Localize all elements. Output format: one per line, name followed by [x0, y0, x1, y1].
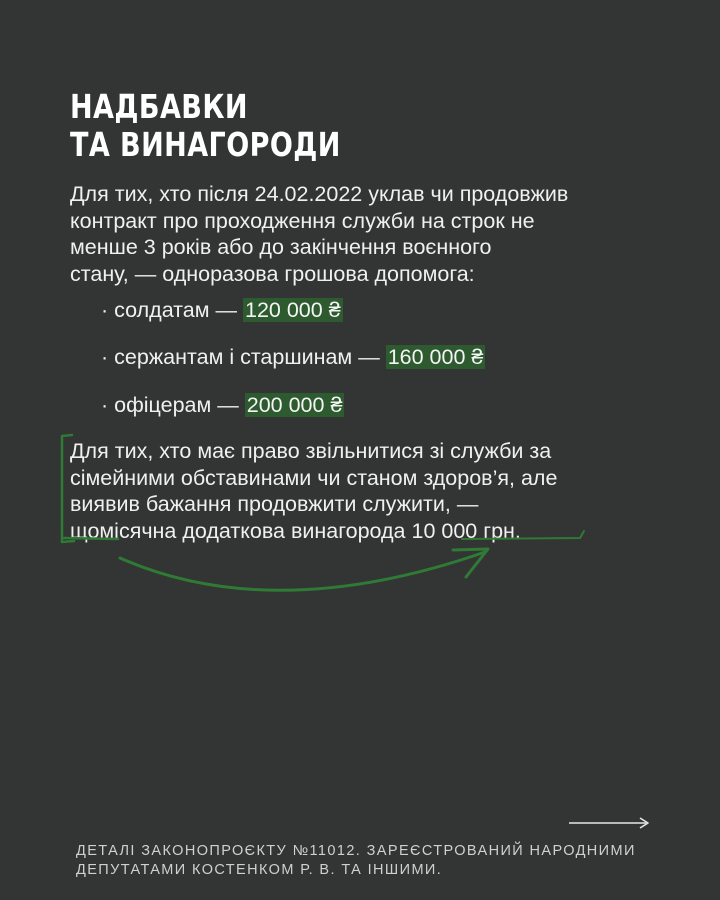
- footer-line-2: ДЕПУТАТАМИ КОСТЕНКОМ Р. В. ТА ІНШИМИ.: [76, 862, 443, 878]
- second-line-4: щомісячна додаткова винагорода 10 000 грн.: [70, 518, 521, 543]
- intro-line-3: менше 3 років або до закінчення воєнного: [70, 235, 492, 259]
- list-item-sergeants: [101, 344, 485, 370]
- second-line-3: виявив бажання продовжити служити, —: [70, 492, 479, 516]
- intro-line-2: контракт про проходження служби на строк не: [70, 208, 535, 233]
- amount-badge: 200 000 ₴: [246, 393, 343, 417]
- second-paragraph: [70, 438, 670, 544]
- second-line-2: сімейними обставинами чи станом здоров’я, але: [70, 465, 558, 490]
- page-title: [70, 88, 341, 164]
- intro-paragraph: [70, 181, 670, 287]
- list-item-label: · офіцерам —: [101, 393, 239, 417]
- list-item-soldiers: [101, 297, 343, 323]
- list-item-label: · сержантам і старшинам —: [101, 345, 380, 369]
- title-line-1: НАДБАВКИ: [70, 87, 248, 126]
- intro-line-1: Для тих, хто після 24.02.2022 уклав чи продовжив: [70, 182, 569, 206]
- curved-arrow-icon: [120, 549, 488, 590]
- second-line-1: Для тих, хто має право звільнитися зі служби за: [70, 439, 552, 463]
- list-item-officers: [101, 392, 344, 418]
- intro-line-4: стану, — одноразова грошова допомога:: [70, 261, 475, 286]
- list-item-label: · солдатам —: [101, 298, 238, 322]
- amount-badge: 160 000 ₴: [387, 345, 484, 369]
- amount-badge: 120 000 ₴: [245, 298, 341, 322]
- footer-note: [76, 842, 676, 880]
- title-line-2: ТА ВИНАГОРОДИ: [70, 125, 341, 164]
- arrow-right-icon: [568, 815, 652, 831]
- footer-line-1: ДЕТАЛІ ЗАКОНОПРОЄКТУ №11012. ЗАРЕЄСТРОВАНИЙ НАРОДНИМИ: [76, 843, 636, 859]
